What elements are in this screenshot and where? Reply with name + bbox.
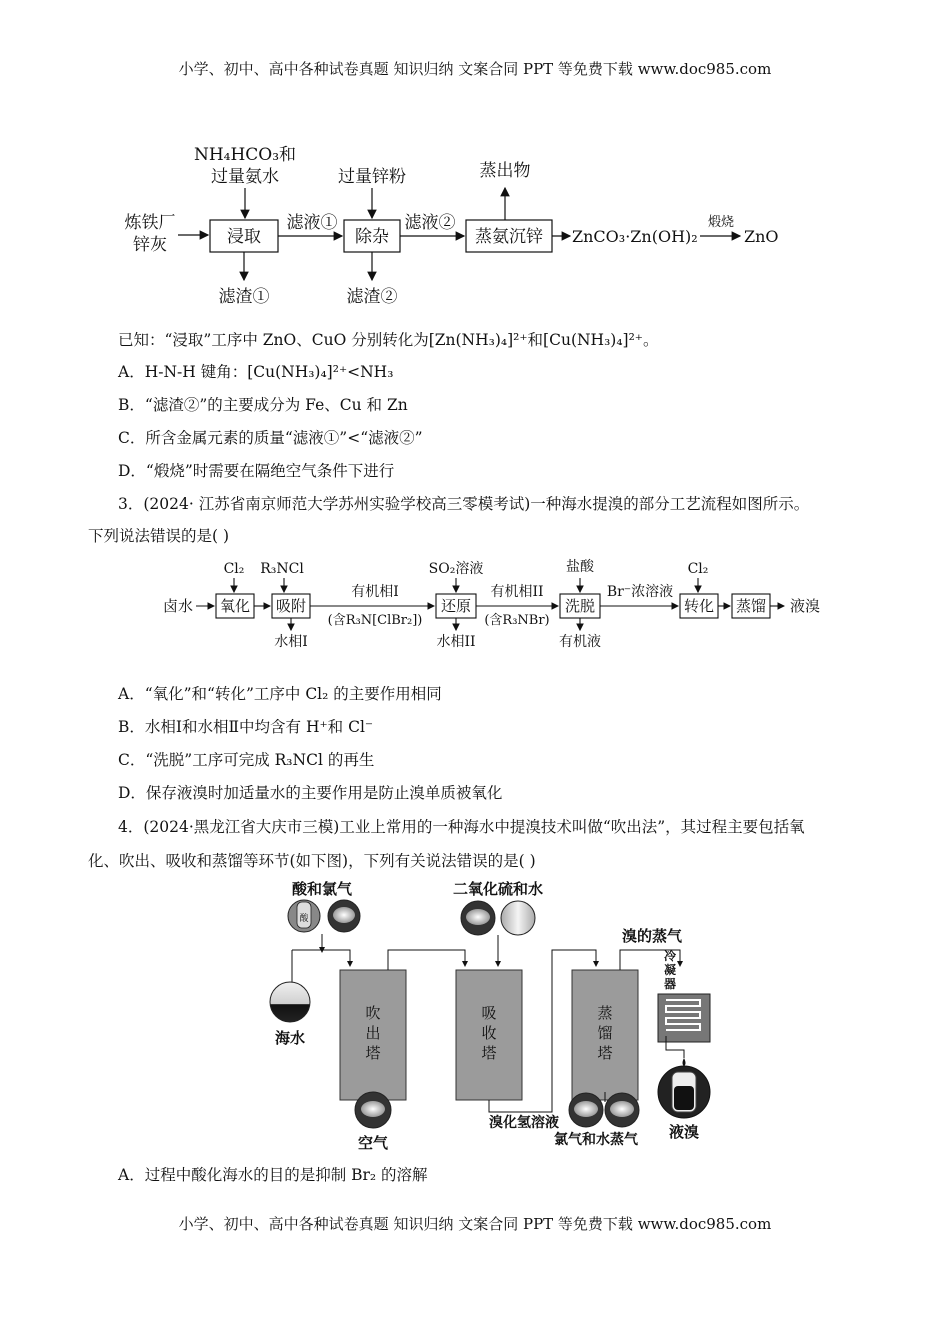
water-icon: [501, 901, 535, 935]
d2-aq1: 水相I: [274, 634, 308, 650]
d2-hcl: 盐酸: [566, 559, 594, 575]
d3-air: 空气: [357, 1134, 389, 1152]
q4-stem-1: 4．(2024·黑龙江省大庆市三模)工业上常用的一种海水中提溴技术叫做“吹出法”，其过程主要包括氧: [118, 818, 805, 836]
d1-final: ZnO: [744, 227, 779, 246]
d3-tower3-c2: 馏: [597, 1024, 613, 1042]
d3-liquid-br: 液溴: [668, 1123, 700, 1141]
svg-text:浸取: 浸取: [227, 227, 261, 247]
d2-org1: 有机相I: [351, 584, 399, 600]
svg-text:除杂: 除杂: [355, 227, 389, 247]
air-icon-group: [349, 1088, 399, 1154]
d2-br-conc: Br⁻浓溶液: [606, 584, 674, 600]
svg-text:转化: 转化: [683, 597, 715, 615]
d3-condenser-c1: 冷: [663, 949, 677, 963]
d3-seawater: 海水: [274, 1029, 306, 1047]
d2-start: 卤水: [162, 597, 194, 615]
d2-cl2-b: Cl₂: [687, 561, 709, 577]
zinc-process-flowchart: [110, 140, 810, 310]
d2-org2: 有机相II: [490, 584, 544, 600]
d3-so2-water: 二氧化硫和水: [452, 880, 544, 898]
q3-option-c: C．“洗脱”工序可完成 R₃NCl 的再生: [118, 751, 375, 769]
q3-stem-2: 下列说法错误的是( ): [88, 527, 230, 545]
page-header: 小学、初中、高中各种试卷真题 知识归纳 文案合同 PPT 等免费下载 www.doc985.com: [178, 60, 772, 78]
d3-tower1-c2: 出: [365, 1024, 381, 1042]
d3-condenser-c2: 凝: [663, 963, 677, 977]
svg-text:酸: 酸: [299, 914, 309, 924]
svg-text:氧化: 氧化: [219, 597, 251, 615]
d2-r3ncl: R₃NCl: [260, 561, 304, 577]
q2-option-c: C．所含金属元素的质量“滤液①”<“滤液②”: [118, 429, 423, 447]
d3-tower1-c1: 吹: [365, 1004, 381, 1022]
d3-tower1-c3: 塔: [365, 1044, 381, 1062]
q3-option-b: B．水相Ⅰ和水相Ⅱ中均含有 H⁺和 Cl⁻: [118, 718, 374, 736]
d1-input-top: NH₄HCO₃和: [193, 145, 297, 165]
d2-aq2: 水相II: [436, 634, 476, 650]
d3-tower2-c3: 塔: [481, 1044, 497, 1062]
d1-input-top2: 过量氨水: [211, 167, 279, 187]
d2-end: 液溴: [789, 597, 821, 615]
svg-text:洗脱: 洗脱: [564, 597, 596, 615]
seawater-icon: [270, 982, 310, 1022]
d1-reagent2: 过量锌粉: [338, 167, 406, 187]
d2-org-liquid: 有机液: [559, 634, 601, 650]
page-footer: 小学、初中、高中各种试卷真题 知识归纳 文案合同 PPT 等免费下载 www.doc985.com: [178, 1215, 772, 1233]
d3-hbr: 溴化氢溶液: [489, 1115, 559, 1131]
q3-stem-1: 3．(2024· 江苏省南京师范大学苏州实验学校高三零模考试)一种海水提溴的部分工艺流程如图所示。: [118, 495, 810, 513]
d3-condenser-c3: 器: [663, 977, 677, 991]
d1-source-l2: 锌灰: [133, 235, 167, 255]
d1-calcine: 煅烧: [707, 215, 735, 230]
bromine-process-flowchart: [160, 552, 840, 658]
q2-option-b: B．“滤渣②”的主要成分为 Fe、Cu 和 Zn: [118, 396, 408, 414]
d1-source-l1: 炼铁厂: [124, 213, 176, 233]
q2-known: 已知：“浸取”工序中 ZnO、CuO 分别转化为[Zn(NH₃)₄]²⁺和[Cu(NH₃)₄]²⁺。: [118, 331, 659, 349]
d2-so2: SO₂溶液: [428, 561, 484, 577]
d3-tower2-c1: 吸: [481, 1004, 497, 1022]
d1-distillate: 蒸出物: [479, 161, 531, 181]
q4-option-a: A．过程中酸化海水的目的是抑制 Br₂ 的溶解: [118, 1166, 428, 1184]
d3-tower2-c2: 收: [481, 1024, 497, 1042]
svg-text:还原: 还原: [440, 597, 472, 615]
q3-option-d: D．保存液溴时加适量水的主要作用是防止溴单质被氧化: [118, 784, 503, 802]
d3-tower3-c3: 塔: [597, 1044, 613, 1062]
q3-option-a: A．“氧化”和“转化”工序中 Cl₂ 的主要作用相同: [118, 685, 442, 703]
d1-filtrate1: 滤液①: [286, 213, 338, 233]
svg-text:吸附: 吸附: [275, 597, 307, 615]
d1-filtrate2: 滤液②: [404, 213, 456, 233]
d3-tower3-c1: 蒸: [597, 1004, 613, 1022]
d3-cl2-steam: 氯气和水蒸气: [554, 1132, 638, 1148]
d1-residue2: 滤渣②: [346, 287, 398, 307]
d1-residue1: 滤渣①: [218, 287, 270, 307]
q2-option-d: D．“煅烧”时需要在隔绝空气条件下进行: [118, 462, 395, 480]
q2-option-a: A．H-N-H 键角：[Cu(NH₃)₄]²⁺<NH₃: [118, 363, 394, 381]
d2-org1-sub: (含R₃N[ClBr₂]): [327, 613, 423, 628]
blowout-method-diagram: [260, 878, 720, 1150]
d2-cl2-a: Cl₂: [223, 561, 245, 577]
d3-br-vapor: 溴的蒸气: [621, 927, 683, 945]
svg-text:蒸氨沉锌: 蒸氨沉锌: [475, 227, 543, 247]
svg-text:蒸馏: 蒸馏: [735, 597, 767, 615]
d1-product: ZnCO₃·Zn(OH)₂: [572, 227, 698, 246]
d3-acid-chlorine: 酸和氯气: [291, 880, 353, 898]
d2-org2-sub: (含R₃NBr): [484, 613, 550, 628]
q4-stem-2: 化、吹出、吸收和蒸馏等环节(如下图)，下列有关说法错误的是( ): [88, 852, 536, 870]
